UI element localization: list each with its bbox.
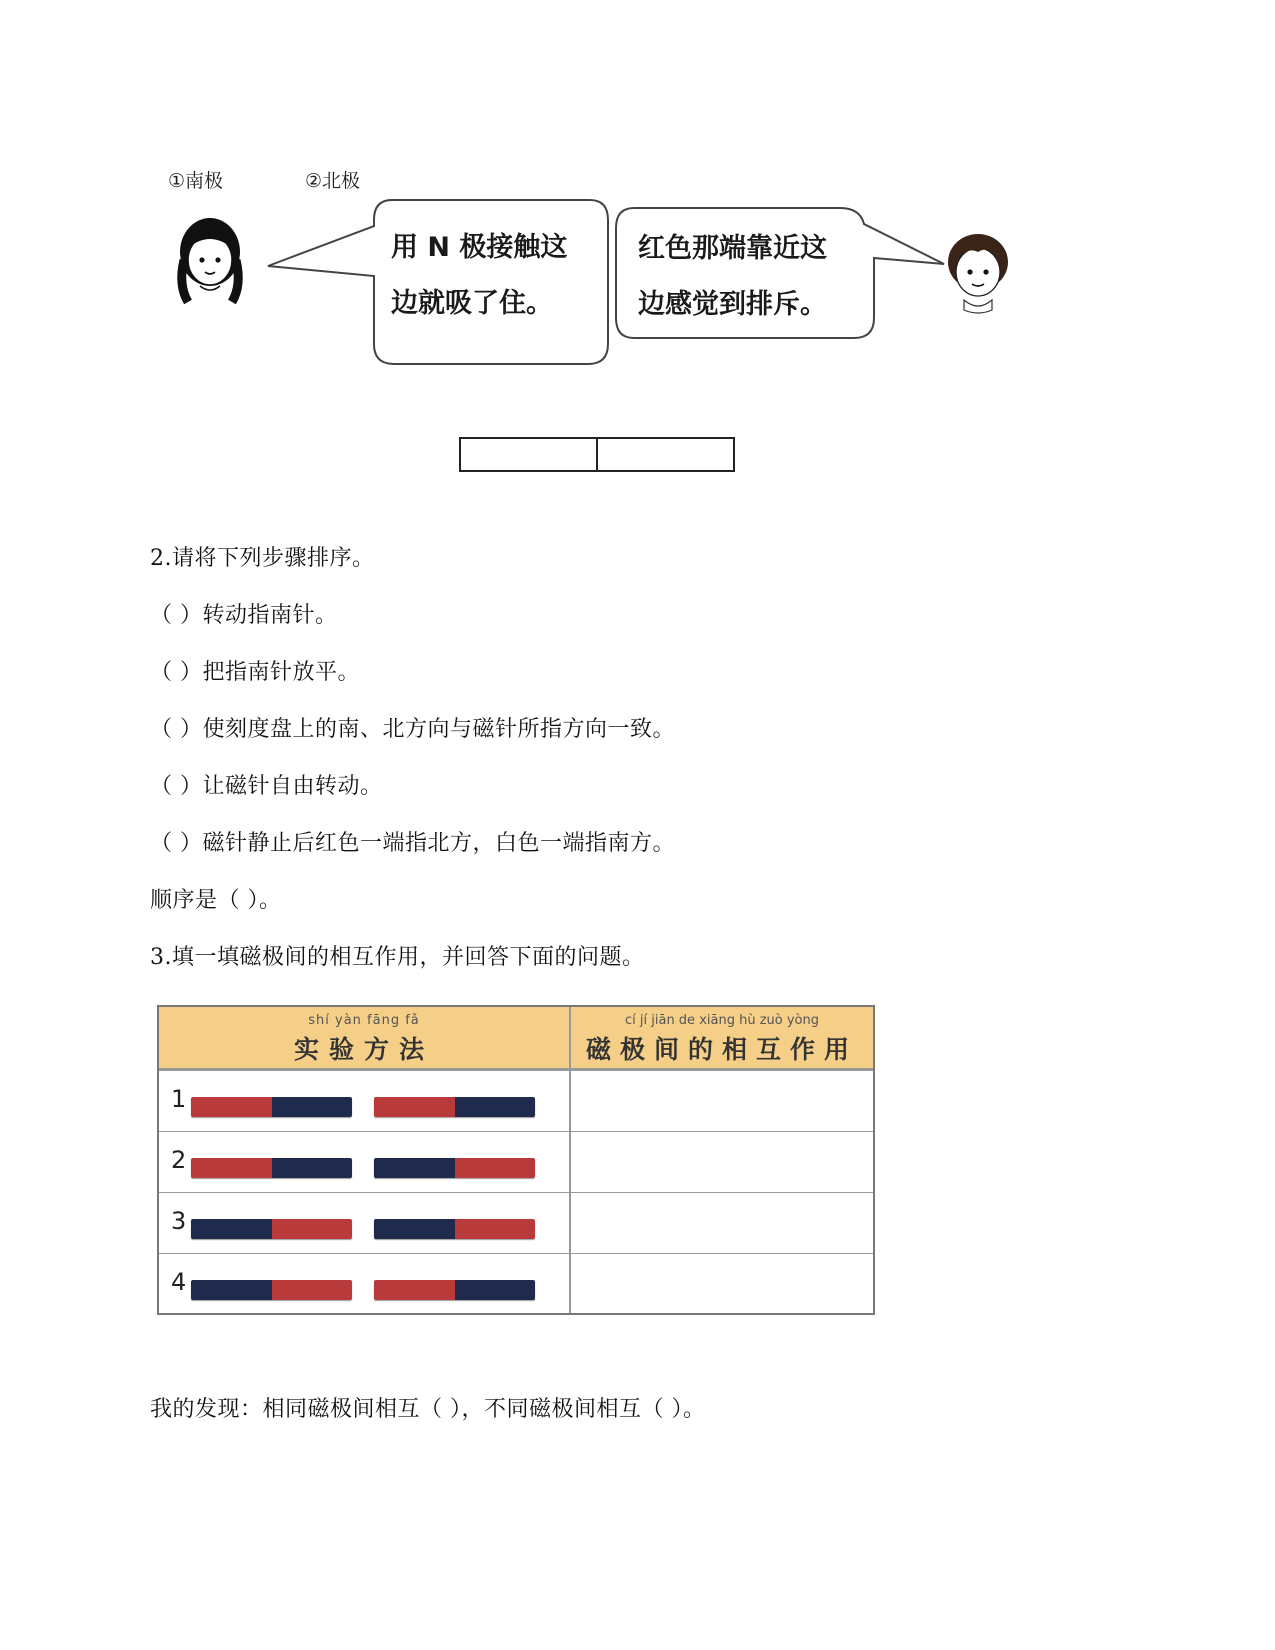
step-item: （ ）把指南针放平。 xyxy=(150,660,360,685)
left-bubble-line-1: 用 N 极接触这 xyxy=(391,232,568,263)
table-row xyxy=(159,1131,873,1192)
interaction-answer-cell[interactable] xyxy=(579,1085,859,1117)
row-number: 3 xyxy=(171,1207,187,1235)
row-number: 2 xyxy=(171,1146,187,1174)
header-pinyin: cí jí jiān de xiāng hù zuò yòng xyxy=(625,1013,819,1028)
order-answer: 顺序是（ ）。 xyxy=(150,888,282,913)
magnet-navy-end xyxy=(191,1219,272,1239)
question-2-title: 2.请将下列步骤排序。 xyxy=(150,546,375,571)
step-item: （ ）转动指南针。 xyxy=(150,603,338,628)
step-item: （ ）使刻度盘上的南、北方向与磁针所指方向一致。 xyxy=(150,717,675,742)
bar-magnet-icon xyxy=(374,1219,535,1239)
table-row xyxy=(159,1253,873,1314)
right-bubble-line-2: 边感觉到排斥。 xyxy=(638,289,827,320)
table-row xyxy=(159,1192,873,1253)
magnet-red-end xyxy=(374,1097,455,1117)
magnet-red-end xyxy=(455,1158,536,1178)
interaction-answer-cell[interactable] xyxy=(579,1146,859,1178)
bar-magnet-icon xyxy=(374,1280,535,1300)
interaction-answer-cell[interactable] xyxy=(579,1207,859,1239)
header-experiment-method xyxy=(159,1007,569,1068)
bar-magnet-icon xyxy=(191,1158,352,1178)
magnet-navy-end xyxy=(191,1280,272,1300)
bar-magnet-icon xyxy=(374,1097,535,1117)
magnet-red-end xyxy=(374,1280,455,1300)
bar-magnet-icon xyxy=(374,1158,535,1178)
magnet-red-end xyxy=(191,1158,272,1178)
row-number: 1 xyxy=(171,1085,187,1113)
header-label: 实验方法 xyxy=(293,1035,434,1064)
magnet-red-end xyxy=(455,1219,536,1239)
magnet-table xyxy=(157,1005,875,1315)
interaction-answer-cell[interactable] xyxy=(579,1268,859,1300)
bar-magnet-icon xyxy=(191,1280,352,1300)
row-number: 4 xyxy=(171,1268,187,1296)
step-item: （ ）磁针静止后红色一端指北方，白色一端指南方。 xyxy=(150,831,675,856)
magnet-red-end xyxy=(272,1219,353,1239)
magnet-red-end xyxy=(191,1097,272,1117)
magnet-navy-end xyxy=(455,1280,536,1300)
answer-cell-1[interactable] xyxy=(461,439,596,470)
option-north-pole: ②北极 xyxy=(305,170,361,192)
right-bubble-line-1: 红色那端靠近这 xyxy=(638,233,827,264)
left-bubble-line-2: 边就吸了住。 xyxy=(391,288,553,319)
magnet-navy-end xyxy=(374,1158,455,1178)
table-row xyxy=(159,1070,873,1131)
option-south-pole: ①南极 xyxy=(168,170,224,192)
answer-cell-2[interactable] xyxy=(596,439,733,470)
header-pole-interaction xyxy=(571,1007,873,1068)
bar-magnet-icon xyxy=(191,1097,352,1117)
answer-box[interactable] xyxy=(459,437,735,472)
magnet-navy-end xyxy=(455,1097,536,1117)
header-pinyin: shí yàn fāng fǎ xyxy=(308,1013,420,1028)
bar-magnet-icon xyxy=(191,1219,352,1239)
girl-figure-icon xyxy=(170,210,250,310)
magnet-navy-end xyxy=(374,1219,455,1239)
header-label: 磁极间的相互作用 xyxy=(585,1035,858,1064)
question-3-title: 3.填一填磁极间的相互作用，并回答下面的问题。 xyxy=(150,945,645,970)
finding-sentence: 我的发现：相同磁极间相互（ ），不同磁极间相互（ ）。 xyxy=(150,1397,706,1422)
step-item: （ ）让磁针自由转动。 xyxy=(150,774,383,799)
magnet-navy-end xyxy=(272,1158,353,1178)
magnet-navy-end xyxy=(272,1097,353,1117)
table-header xyxy=(159,1007,873,1070)
boy-figure-icon xyxy=(942,228,1014,316)
magnet-red-end xyxy=(272,1280,353,1300)
